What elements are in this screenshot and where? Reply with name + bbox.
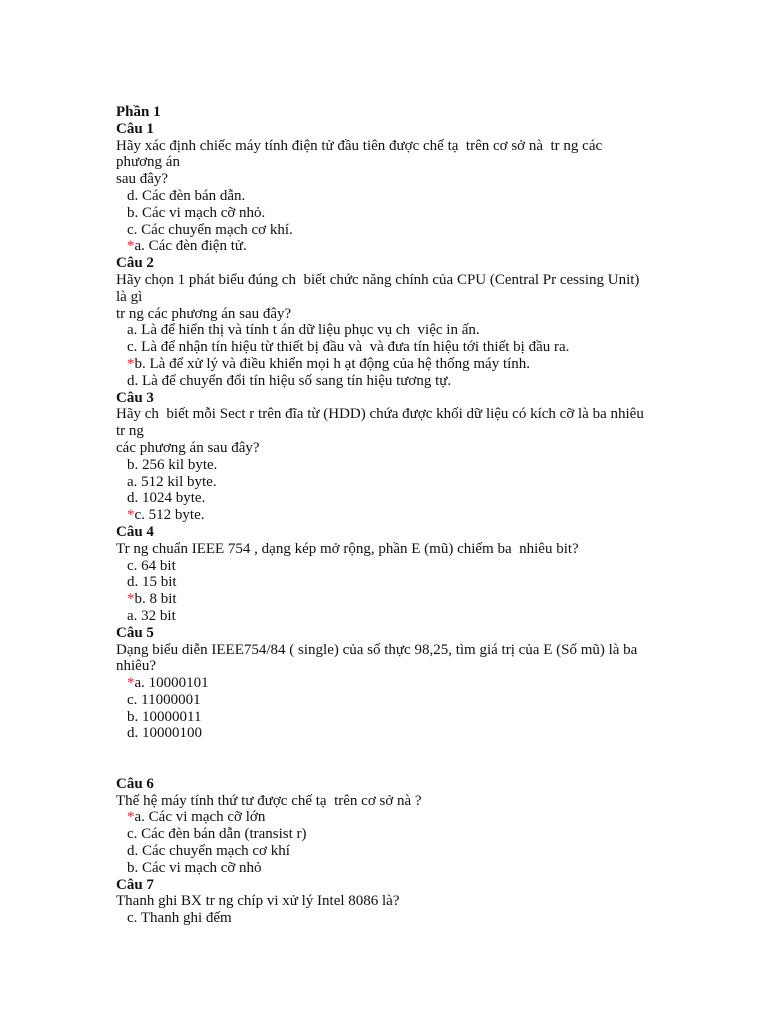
question-block (116, 776, 646, 877)
question-text: sau đây? (116, 171, 169, 188)
answer-options (116, 322, 646, 389)
question-title: Câu 5 (116, 624, 154, 641)
question-text: tr ng các phương án sau đây? (116, 305, 292, 322)
question-text: Tr ng chuẩn IEEE 754 , dạng kép mở rộng, phần E (mũ) chiếm ba nhiêu bit? (116, 540, 579, 557)
answer-option-text: a. Là để hiển thị và tính t án dữ liệu phục vụ ch việc in ấn. (127, 322, 480, 339)
answer-option (116, 474, 646, 491)
answer-option (116, 725, 646, 742)
question-text: các phương án sau đây? (116, 439, 260, 456)
answer-option-text: c. 11000001 (127, 691, 201, 708)
question-title: Câu 7 (116, 876, 154, 893)
answer-option-text: d. 1024 byte. (127, 490, 206, 507)
question-block (116, 390, 646, 524)
answer-option-text: b. Các vi mạch cỡ nhỏ. (127, 204, 266, 221)
answer-options (116, 558, 646, 625)
answer-option (116, 608, 646, 625)
answer-option (116, 339, 646, 356)
question-list (116, 121, 646, 927)
question-block (116, 121, 646, 255)
answer-option (116, 826, 646, 843)
question-block (116, 524, 646, 625)
answer-option-text: d. Các đèn bán dẫn. (127, 187, 246, 204)
question-block (116, 877, 646, 927)
answer-options (116, 675, 646, 742)
answer-option-text: d. Các chuyển mạch cơ khí (127, 843, 290, 860)
answer-option-text: c. 512 byte. (134, 507, 205, 524)
answer-option-text: d. 10000100 (127, 725, 202, 742)
correct-answer-marker: * (127, 809, 135, 826)
answer-option (116, 238, 646, 255)
answer-option (116, 591, 646, 608)
answer-option (116, 709, 646, 726)
answer-option (116, 843, 646, 860)
part-title: Phần 1 (116, 104, 161, 120)
correct-answer-marker: * (127, 238, 135, 255)
answer-option (116, 322, 646, 339)
answer-option (116, 188, 646, 205)
question-block (116, 255, 646, 389)
answer-option-text: b. 256 kil byte. (127, 456, 218, 473)
document-page (116, 104, 646, 927)
question-title: Câu 6 (116, 775, 154, 792)
answer-option-text: a. 10000101 (134, 675, 209, 692)
answer-option (116, 507, 646, 524)
answer-option (116, 910, 646, 927)
answer-option (116, 205, 646, 222)
answer-option-text: c. Các đèn bán dẫn (transist r) (127, 826, 307, 843)
answer-option-text: d. Là để chuyển đổi tín hiệu số sang tín hiệu tương tự. (127, 372, 452, 389)
answer-option (116, 692, 646, 709)
answer-option-text: c. Thanh ghi đếm (127, 910, 232, 927)
answer-options (116, 457, 646, 524)
correct-answer-marker: * (127, 507, 135, 524)
question-title: Câu 3 (116, 389, 154, 406)
answer-option-text: d. 15 bit (127, 574, 177, 591)
answer-option-text: a. Các vi mạch cỡ lớn (134, 809, 266, 826)
question-block (116, 625, 646, 776)
answer-options (116, 809, 646, 876)
answer-options (116, 188, 646, 255)
answer-option (116, 457, 646, 474)
question-text: Hãy ch biết mỗi Sect r trên đĩa từ (HDD) chứa được khối dữ liệu có kích cỡ là ba nhiêu tr ng (116, 406, 648, 440)
answer-option-text: b. 8 bit (134, 591, 177, 608)
answer-option (116, 558, 646, 575)
question-title: Câu 1 (116, 120, 154, 137)
blank-spacer (116, 742, 646, 776)
correct-answer-marker: * (127, 675, 135, 692)
answer-option (116, 809, 646, 826)
answer-option-text: a. Các đèn điện tử. (134, 238, 247, 255)
answer-option-text: b. 10000011 (127, 708, 202, 725)
correct-answer-marker: * (127, 355, 135, 372)
answer-option-text: c. Các chuyển mạch cơ khí. (127, 221, 293, 238)
answer-option (116, 356, 646, 373)
question-text: Thanh ghi BX tr ng chíp vi xử lý Intel 8086 là? (116, 893, 400, 910)
answer-option-text: c. Là để nhận tín hiệu từ thiết bị đầu và và đưa tín hiệu tới thiết bị đầu ra. (127, 339, 570, 356)
correct-answer-marker: * (127, 591, 135, 608)
question-title: Câu 2 (116, 255, 154, 272)
question-text: Hãy xác định chiếc máy tính điện tử đầu tiên được chế tạ trên cơ sở nà tr ng các phương án (116, 137, 606, 171)
answer-option-text: c. 64 bit (127, 557, 176, 574)
answer-option (116, 222, 646, 239)
answer-option-text: b. Các vi mạch cỡ nhỏ (127, 859, 262, 876)
answer-option-text: a. 32 bit (127, 607, 176, 624)
answer-option (116, 373, 646, 390)
question-text: Hãy chọn 1 phát biểu đúng ch biết chức năng chính của CPU (Central Pr cessing Unit) là gì (116, 271, 644, 305)
answer-option (116, 490, 646, 507)
answer-option (116, 574, 646, 591)
answer-option (116, 860, 646, 877)
question-text: Thế hệ máy tính thứ tư được chế tạ trên cơ sở nà ? (116, 792, 422, 809)
question-title: Câu 4 (116, 523, 154, 540)
answer-option-text: b. Là để xử lý và điều khiển mọi h ạt động của hệ thống máy tính. (134, 355, 531, 372)
answer-options (116, 910, 646, 927)
answer-option-text: a. 512 kil byte. (127, 473, 217, 490)
answer-option (116, 675, 646, 692)
question-text: Dạng biểu diễn IEEE754/84 ( single) của số thực 98,25, tìm giá trị của E (Số mũ) là ba nhiêu? (116, 641, 645, 675)
